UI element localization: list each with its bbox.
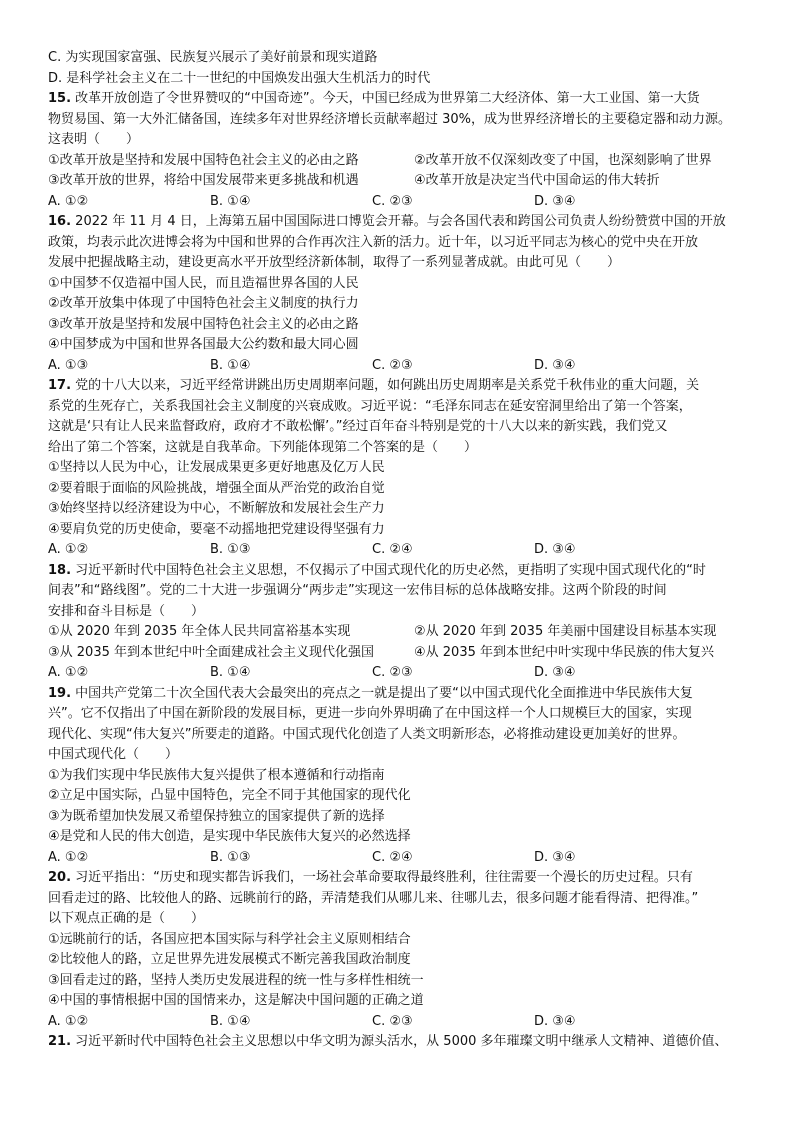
question-stem: 这就是‘只有让人民来监督政府，政府才不敢松懈’。”经过百年奋斗特别是党的十八大以来的新实践，我们党又 (48, 419, 668, 434)
question-stem: 2022 年 11 月 4 日，上海第五届中国国际进口博览会开幕。与会各国代表和跨国公司负责人纷纷赞赏中国的开放 (75, 214, 726, 229)
question-stem: 给出了第二个答案，这就是自我革命。下列能体现第二个答案的是（ ） (48, 439, 478, 455)
question-stem: 间表”和“路线图”。党的二十大进一步强调分“两步走”实现这一宏伟目标的总体战略安排。这两个阶段的时间 (48, 583, 667, 598)
statement-2: ②立足中国实际，凸显中国特色，完全不同于其他国家的现代化 (48, 788, 411, 803)
choice-a[interactable]: A. ①② (48, 849, 89, 865)
question-number: 21. (48, 1034, 72, 1049)
question-stem: 党的十八大以来，习近平经常讲跳出历史周期率问题，如何跳出历史周期率是关系党千秋伟业的重大问题，关 (75, 378, 700, 393)
answer-choices (48, 356, 760, 377)
question-stem: 改革开放创造了令世界赞叹的“中国奇迹”。今天，中国已经成为世界第二大经济体、第一大工业国、第一大货 (75, 91, 700, 106)
question-number: 16. (48, 214, 72, 229)
statement-1: ①远眺前行的话，各国应把本国实际与科学社会主义原则相结合 (48, 931, 411, 947)
option-d-prev: D. 是科学社会主义在二十一世纪的中国焕发出强大生机活力的时代 (48, 70, 431, 86)
statement-2: ②从 2020 年到 2035 年美丽中国建设目标基本实现 (414, 624, 717, 639)
choice-b[interactable]: B. ①③ (210, 849, 251, 865)
question-number: 20. (48, 870, 72, 885)
statement-1: ①中国梦不仅造福中国人民，而且造福世界各国的人民 (48, 275, 359, 291)
question-stem: 习近平新时代中国特色社会主义思想，不仅揭示了中国式现代化的历史必然，更指明了实现中国式现代化的“时 (75, 562, 706, 578)
question-stem: 发展中把握战略主动，建设更高水平开放型经济新体制，取得了一系列显著成就。由此可见（ ） (48, 255, 621, 270)
statement-3: ③为既希望加快发展又希望保持独立的国家提供了新的选择 (48, 808, 385, 824)
question-stem: 系党的生死存亡，关系我国社会主义制度的兴衰成败。习近平说：“毛泽东同志在延安窑洞里给出了第一个答案， (48, 398, 692, 414)
question-stem: 安排和奋斗目标是（ ） (48, 603, 205, 619)
statement-3: ③始终坚持以经济建设为中心，不断解放和发展社会生产力 (48, 501, 385, 516)
choice-c[interactable]: C. ②③ (372, 665, 413, 680)
statement-2: ②比较他人的路，立足世界先进发展模式不断完善我国政治制度 (48, 952, 411, 967)
statement-3: ③改革开放是坚持和发展中国特色社会主义的必由之路 (48, 316, 359, 332)
statement-4: ④要肩负党的历史使命，要毫不动摇地把党建设得坚强有力 (48, 521, 385, 537)
statement-3: ③回看走过的路，坚持人类历史发展进程的统一性与多样性相统一 (48, 972, 424, 988)
choice-d[interactable]: D. ③④ (534, 357, 576, 373)
choice-c[interactable]: C. ②③ (372, 193, 413, 209)
choice-b[interactable]: B. ①④ (210, 193, 251, 209)
choice-d[interactable]: D. ③④ (534, 849, 576, 865)
statement-3: ③从 2035 年到本世纪中叶全面建成社会主义现代化强国 (48, 644, 375, 660)
statement-2: ②要着眼于面临的风险挑战，增强全面从严治党的政治自觉 (48, 480, 385, 496)
question-stem: 习近平指出：“历史和现实都告诉我们，一场社会革命要取得最终胜利，往往需要一个漫长的历史过程。只有 (75, 870, 693, 885)
statement-2: ②改革开放不仅深刻改变了中国，也深刻影响了世界 (414, 152, 712, 168)
choice-d[interactable]: D. ③④ (534, 665, 576, 680)
question-number: 17. (48, 378, 72, 393)
question-number: 18. (48, 562, 72, 578)
statement-4: ④从 2035 年到本世纪中叶实现中华民族的伟大复兴 (414, 644, 715, 660)
choice-b[interactable]: B. ①④ (210, 1013, 251, 1029)
choice-c[interactable]: C. ②③ (372, 357, 413, 373)
statement-4: ④改革开放是决定当代中国命运的伟大转折 (414, 173, 660, 188)
choice-d[interactable]: D. ③④ (534, 1013, 576, 1029)
question-number: 15. (48, 91, 72, 106)
question-stem: 习近平新时代中国特色社会主义思想以中华文明为源头活水，从 5000 多年璀璨文明中继承人文精神、道德价值、 (75, 1034, 728, 1049)
choice-b[interactable]: B. ①④ (210, 357, 251, 373)
statement-4: ④中国的事情根据中国的国情来办，这是解决中国问题的正确之道 (48, 993, 424, 1008)
choice-a[interactable]: A. ①③ (48, 357, 89, 373)
question-stem: 中国式现代化（ ） (48, 747, 179, 762)
question-stem: 中国共产党第二十次全国代表大会最突出的亮点之一就是提出了要“以中国式现代化全面推进中华民族伟大复 (75, 685, 693, 701)
question-stem: 以下观点正确的是（ ） (48, 911, 205, 926)
question-16 (48, 212, 760, 376)
choice-c[interactable]: C. ②③ (372, 1013, 413, 1029)
question-21 (48, 1032, 760, 1053)
choice-a[interactable]: A. ①② (48, 1013, 89, 1029)
answer-choices (48, 540, 760, 561)
question-18 (48, 561, 760, 684)
question-15 (48, 89, 760, 212)
statement-1: ①坚持以人民为中心，让发展成果更多更好地惠及亿万人民 (48, 460, 385, 475)
statement-1: ①从 2020 年到 2035 年全体人民共同富裕基本实现 (48, 624, 351, 639)
question-stem: 兴”。它不仅指出了中国在新阶段的发展目标，更进一步向外界明确了在中国这样一个人口规模巨大的国家，实现 (48, 706, 692, 721)
answer-choices (48, 1012, 760, 1033)
statement-1: ①改革开放是坚持和发展中国特色社会主义的必由之路 (48, 152, 359, 168)
question-19 (48, 684, 760, 869)
option-c-prev: C. 为实现国家富强、民族复兴展示了美好前景和现实道路 (48, 50, 378, 65)
choice-d[interactable]: D. ③④ (534, 193, 576, 209)
statement-2: ②改革开放集中体现了中国特色社会主义制度的执行力 (48, 296, 359, 311)
question-stem: 这表明（ ） (48, 132, 140, 147)
choice-c[interactable]: C. ②④ (372, 542, 413, 557)
choice-b[interactable]: B. ①③ (210, 542, 251, 557)
statement-3: ③改革开放的世界，将给中国发展带来更多挑战和机遇 (48, 173, 359, 188)
question-stem: 现代化、实现“伟大复兴”所要走的道路。中国式现代化创造了人类文明新形态，必将推动建设更加美好的世界。 (48, 726, 686, 742)
statement-4: ④中国梦成为中国和世界各国最大公约数和最大同心圆 (48, 337, 359, 352)
answer-choices (48, 192, 760, 213)
question-stem: 物贸易国、第一大外汇储备国，连续多年对世界经济增长贡献率超过 30%，成为世界经济增长的主要稳定器和动力源。 (48, 111, 732, 127)
choice-a[interactable]: A. ①② (48, 193, 89, 209)
choice-a[interactable]: A. ①② (48, 542, 89, 557)
question-20 (48, 868, 760, 1032)
statement-1: ①为我们实现中华民族伟大复兴提供了根本遵循和行动指南 (48, 767, 385, 783)
choice-b[interactable]: B. ①④ (210, 665, 251, 680)
choice-a[interactable]: A. ①② (48, 665, 89, 680)
question-number: 19. (48, 685, 72, 701)
answer-choices (48, 848, 760, 869)
question-17 (48, 376, 760, 561)
statement-4: ④是党和人民的伟大创造，是实现中华民族伟大复兴的必然选择 (48, 829, 411, 844)
question-stem: 政策，均表示此次进博会将为中国和世界的合作再次注入新的活力。近十年，以习近平同志为核心的党中央在开放 (48, 234, 699, 250)
choice-c[interactable]: C. ②④ (372, 849, 413, 865)
answer-choices (48, 663, 760, 684)
question-stem: 回看走过的路、比较他人的路、远眺前行的路，弄清楚我们从哪儿来、往哪儿去，很多问题才能看得清、把得准。” (48, 890, 699, 906)
choice-d[interactable]: D. ③④ (534, 542, 576, 557)
